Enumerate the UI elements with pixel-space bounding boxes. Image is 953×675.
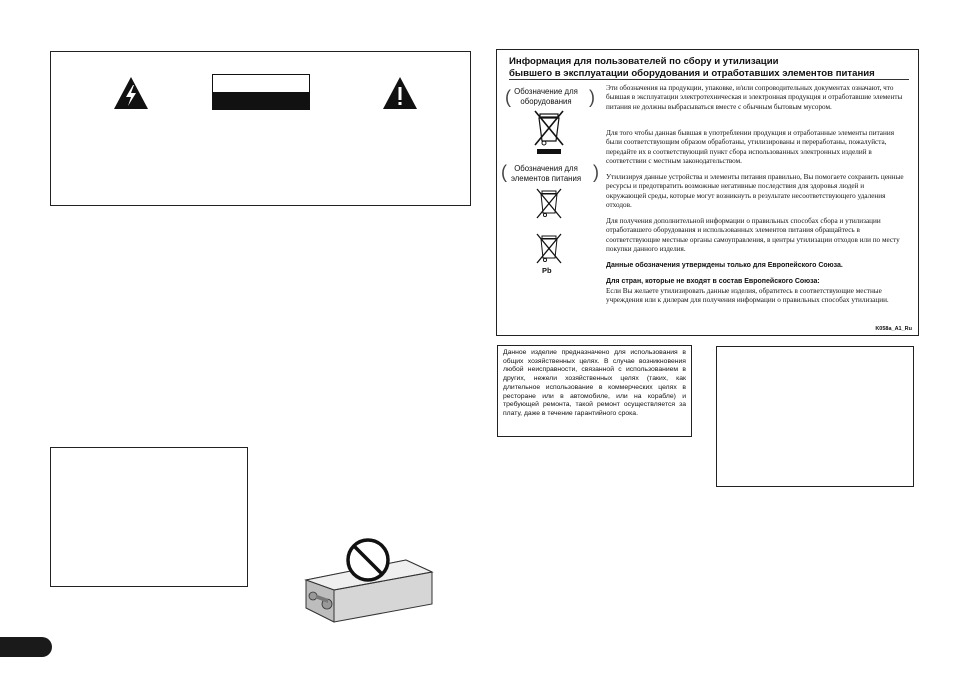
warranty-notice-text: Данное изделие предназначено для использования в общих хозяйственных целях. В случае возникновения любой неисправности, связанной с использованием в других, нежели хозяйственных целях (таких, как длительное использование в коммерческих целях в ресторане или в автомобиле, или на корабле) и требующей ремонта, такой ремонт осуществляется за плату, даже в течение гарантийного срока. [503, 349, 686, 417]
warranty-notice-box [497, 345, 692, 437]
crossed-out-wheelie-bin-icon [532, 108, 566, 156]
battery-bin-pb-icon [535, 232, 563, 266]
caution-label-plate [212, 74, 310, 110]
info-title [509, 56, 909, 79]
info-title-line-1: Информация для пользователей по сбору и утилизации [509, 56, 779, 67]
lightning-warning-icon [113, 76, 149, 110]
right-paren: ) [593, 162, 599, 182]
eu-heading: Данные обозначения утверждены только для Европейского Союза. [606, 262, 843, 269]
info-paragraph-1: Эти обозначения на продукции, упаковке, и/или сопроводительных документах означают, что бывшая в эксплуатации электротехническая и электронная продукция и отработавшие элементы питания не должны выбрасываться вместе с обычным бытовым мусором. [606, 84, 903, 111]
empty-frame-left [50, 447, 248, 587]
pb-label: Pb [542, 266, 552, 275]
disposal-info-box [496, 49, 919, 336]
info-paragraph-4: Для получения дополнительной информации о правильных способах сбора и утилизации отработавшего оборудования и использованных элементов питания обращайтесь в соответствующие местные органы самоуправления, в центры утилизации отходов или по месту покупки данного изделия. [606, 217, 900, 254]
left-paren: ( [501, 162, 507, 182]
right-paren: ) [589, 87, 595, 107]
prohibition-icon [345, 537, 391, 583]
non-eu-heading: Для стран, которые не входят в состав Европейского Союза: [606, 278, 820, 285]
info-title-line-2: бывшего в эксплуатации оборудования и отработавших элементов питания [509, 67, 875, 79]
info-paragraph-3: Утилизируя данные устройства и элементы питания правильно, Вы помогаете сохранить ценные ресурсы и предотвратить возможные негативные последствия для здоровья людей и окружающей среды, которые могут возникнуть в результате несоответствующего удаления отходов. [606, 173, 904, 210]
title-divider [509, 79, 909, 80]
battery-symbol-label: Обозначения для элементов питания [510, 164, 582, 183]
empty-frame-right [716, 346, 914, 487]
page-tab [0, 637, 52, 657]
left-paren: ( [505, 87, 511, 107]
equipment-symbol-label: Обозначение для оборудования [514, 87, 578, 106]
info-paragraph-5: Если Вы желаете утилизировать данные изделия, обратитесь в соответствующие местные учреждения или к дилерам для получения информации о правильных способах утилизации. [606, 287, 889, 305]
info-paragraph-2: Для того чтобы данная бывшая в употреблении продукция и отработанные элементы питания были соответствующим образом обработаны, утилизированы и переработаны, пожалуйста, передайте их в соответствующий пункт сбора использованных электронных изделий в соответствии с местным законодательством. [606, 129, 895, 166]
exclamation-warning-icon [382, 76, 418, 110]
caution-box [50, 51, 471, 206]
document-code: K058a_A1_Ru [875, 326, 912, 332]
battery-bin-icon [535, 187, 563, 221]
